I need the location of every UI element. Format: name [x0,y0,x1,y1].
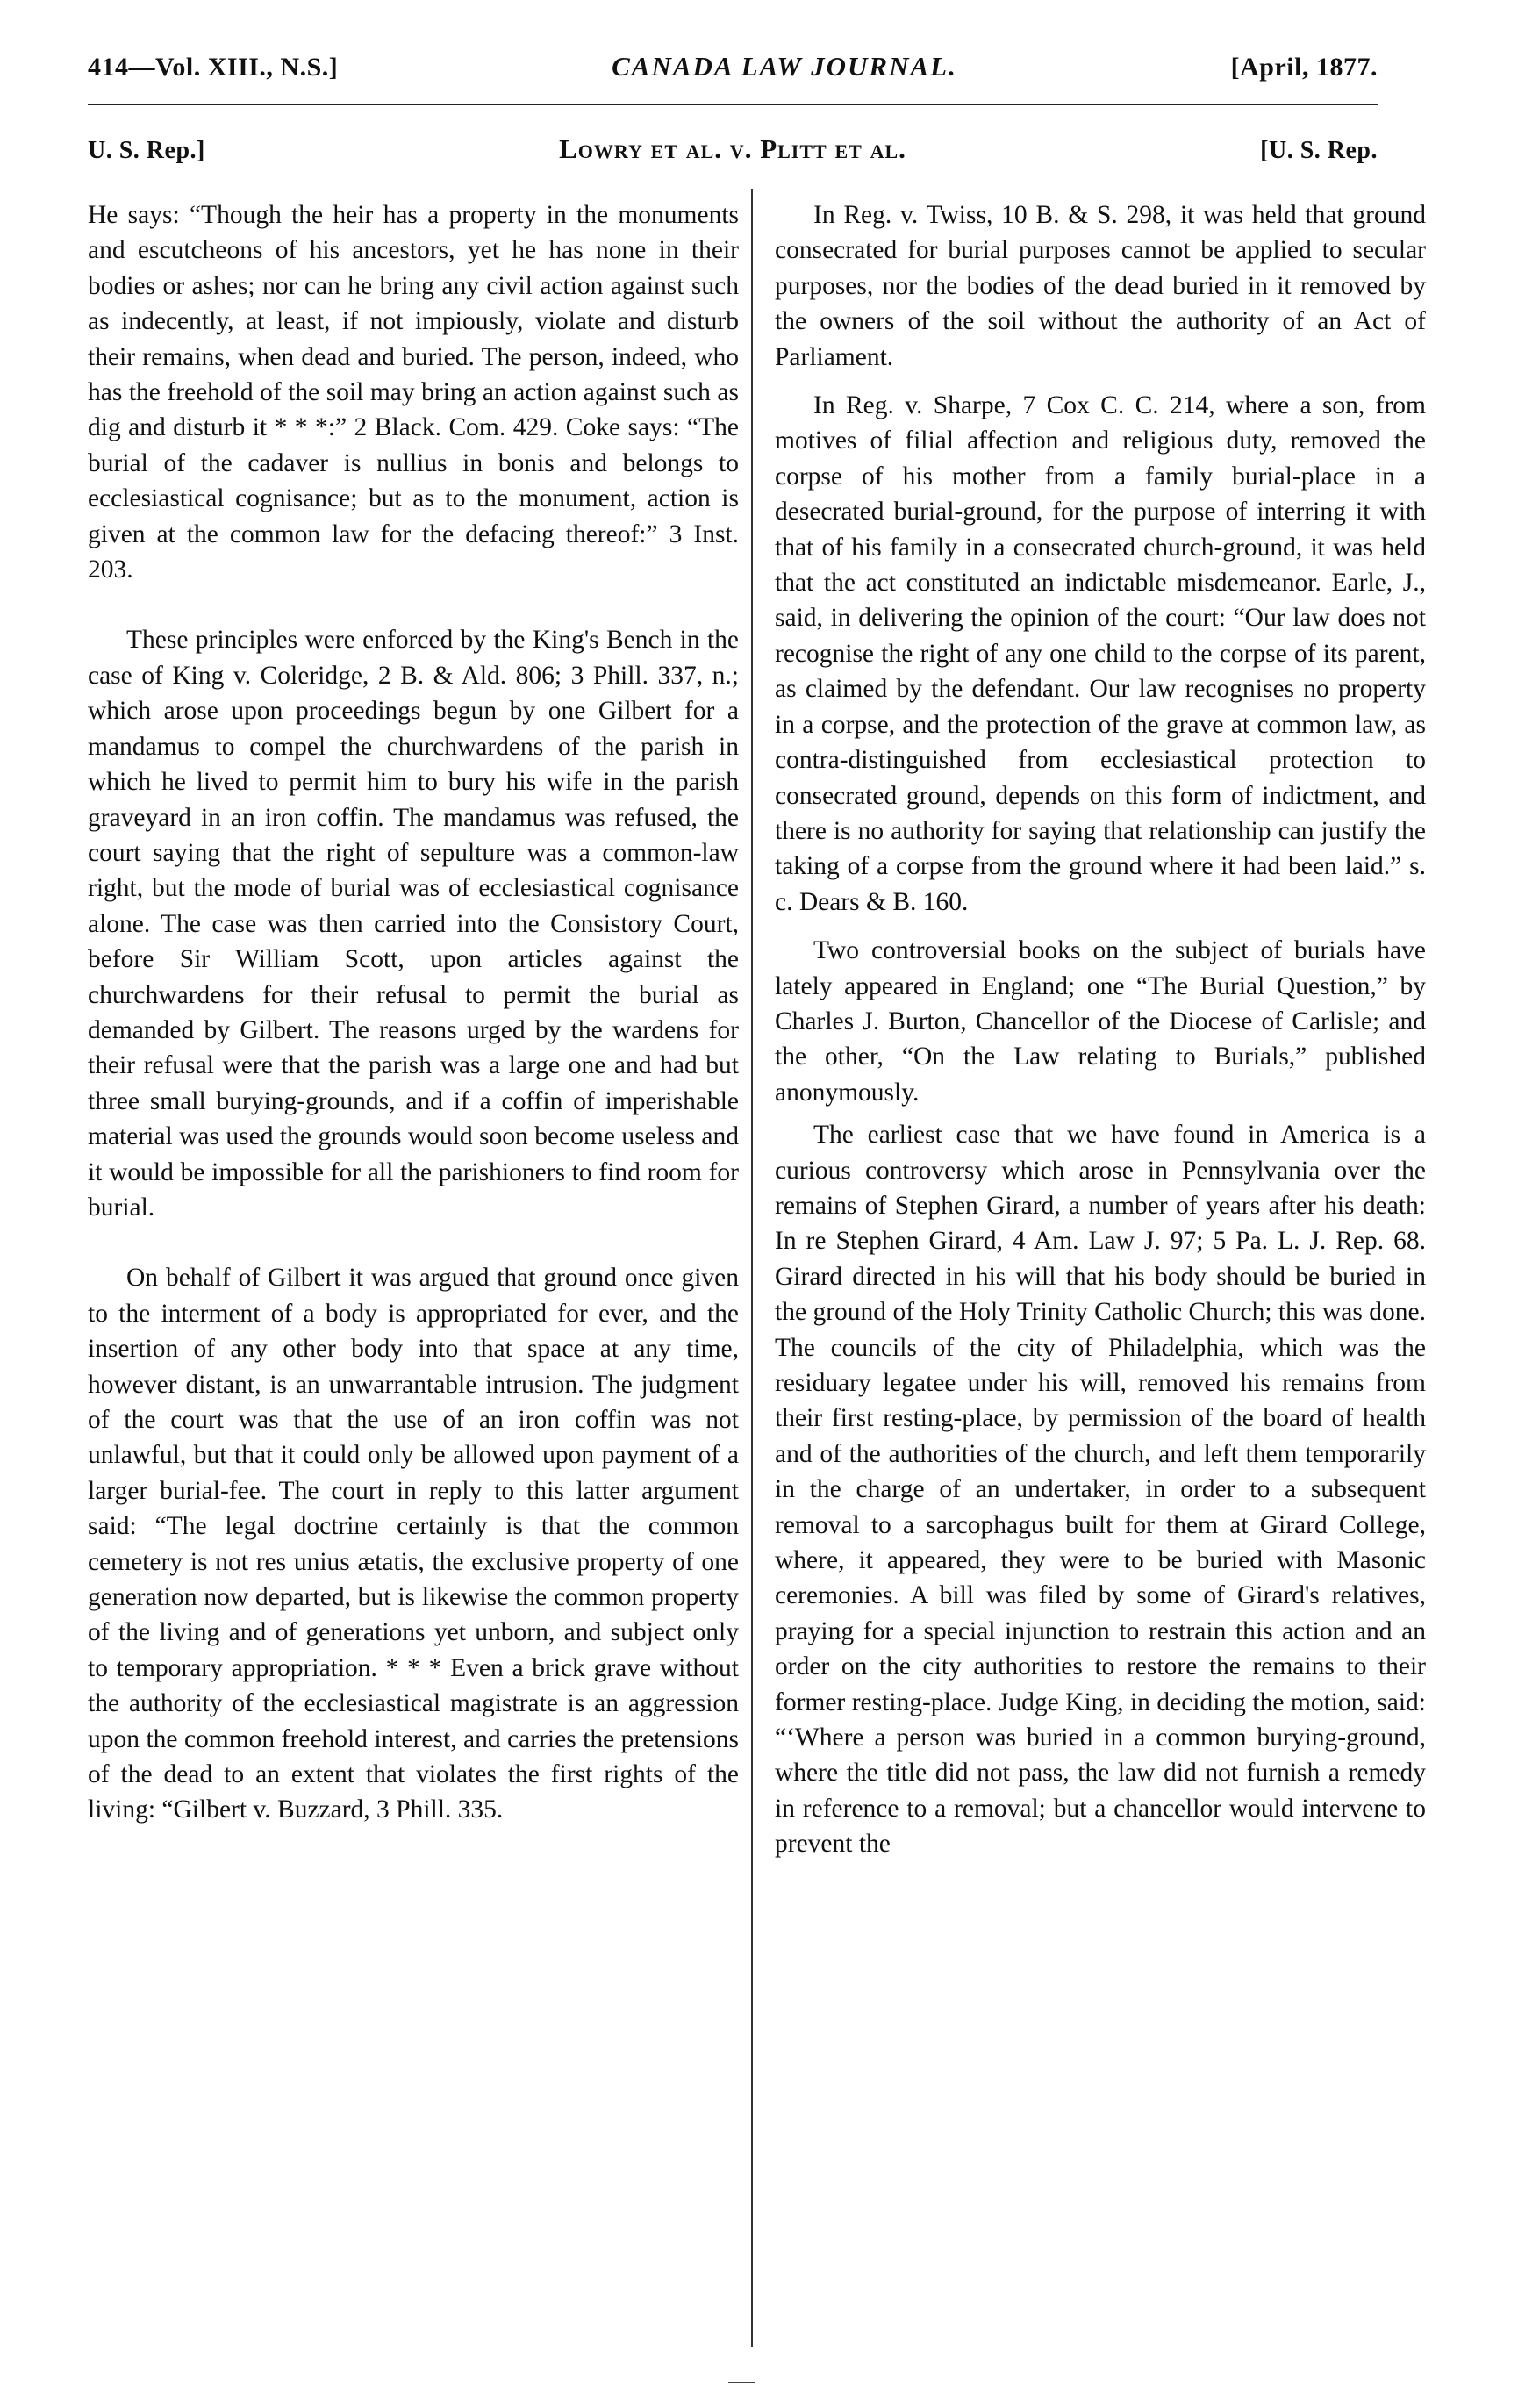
running-header [88,51,1378,82]
header-rule [88,104,1378,105]
paragraph: These principles were enforced by the King's Bench in the case of King v. Coleridge, 2 B. & Ald. 806; 3 Phill. 337, n.; which arose upon proceedings begun by one Gilbert for a mandamus to compel the churchwardens of the parish in which he lived to permit him to bury his wife in the parish graveyard in an iron coffin. The mandamus was refused, the court saying that the right of sepulture was a common-law right, but the mode of burial was of ecclesiastical cognisance alone. The case was then carried into the Consistory Court, before Sir William Scott, upon articles against the churchwardens for their refusal to permit the burial as demanded by Gilbert. The reasons urged by the wardens for their refusal were that the parish was a large one and had but three small burying-grounds, and if a coffin of imperishable material was used the grounds would soon become useless and it would be impossible for all the parishioners to find room for burial. [88,626,739,1222]
paragraph: The earliest case that we have found in America is a curious controversy which arose in Pennsylvania over the remains of Stephen Girard, a number of years after his death: In re Stephen Girard, 4 Am. Law J. 97; 5 Pa. L. J. Rep. 68. Girard directed in his will that his body should be buried in the ground of the Holy Trinity Catholic Church; this was done. The councils of the city of Philadelphia, which was the residuary legatee under his will, removed his remains from their first resting-place, by permission of the board of health and of the authorities of the church, and left them temporarily in the charge of an undertaker, in order to a subsequent removal to a sarcophagus built for them at Girard College, where, it appeared, they were to be buried with Masonic ceremonies. A bill was filed by some of Girard's relatives, praying for a special injunction to restrain this action and an order on the city authorities to restore the remains to their former resting-place. Judge King, in deciding the motion, said: “‘Where a person was buried in a common burying-ground, where the title did not pass, the law did not furnish a remedy in reference to a removal; but a chancellor would intervene to prevent the [775,1121,1426,1859]
issue-date: [April, 1877. [1230,53,1378,82]
reporter-tag-left: U. S. Rep.] [88,137,205,164]
reporter-tag-right: [U. S. Rep. [1260,137,1378,164]
paragraph: In Reg. v. Twiss, 10 B. & S. 298, it was held that ground consecrated for burial purposes cannot be applied to secular purposes, nor the bodies of the dead buried in it removed by the owners of the soil without the authority of an Act of Parliament. [775,201,1426,371]
journal-title: CANADA LAW JOURNAL. [612,51,957,82]
paragraph: Two controversial books on the subject of burials have lately appeared in England; one “The Burial Question,” by Charles J. Burton, Chancellor of the Diocese of Carlisle; and the other, “On the Law relating to Burials,” published anonymously. [775,936,1426,1107]
case-header [88,133,1378,165]
paragraph: On behalf of Gilbert it was argued that ground once given to the interment of a body is appropriated for ever, and the insertion of any other body into that space at any time, however distant, is an unwarrantable intrusion. The judgment of the court was that the use of an iron coffin was not unlawful, but that it could only be allowed upon payment of a larger burial-fee. The court in reply to this latter argument said: “The legal doctrine certainly is that the common cemetery is not res unius ætatis, the exclusive property of one generation now departed, but is likewise the common property of the living and of generations yet unborn, and subject only to temporary appropriation. * * * Even a brick grave without the authority of the ecclesiastical magistrate is an aggression upon the common freehold interest, and carries the pretensions of the dead to an extent that violates the first rights of the living: “Gilbert v. Buzzard, 3 Phill. 335. [88,1264,739,1824]
column-divider [751,189,753,2347]
right-column [775,197,1426,1862]
paragraph: In Reg. v. Sharpe, 7 Cox C. C. 214, where a son, from motives of filial affection and religious duty, removed the corpse of his mother from a family burial-place in a desecrated burial-ground, for the purpose of interring it with that of his family in a consecrated church-ground, it was held that the act constituted an indictable misdemeanor. Earle, J., said, in delivering the opinion of the court: “Our law does not recognise the right of any one child to the corpse of its parent, as claimed by the defendant. Our law recognises no property in a corpse, and the protection of the grave at common law, as contra-distinguished from ecclesiastical protection to consecrated ground, depends on this form of indictment, and there is no authority for saying that relationship can justify the taking of a corpse from the ground where it had been laid.” s. c. Dears & B. 160. [775,391,1426,916]
case-title: Lowry et al. v. Plitt et al. [559,133,906,164]
paragraph: He says: “Though the heir has a property in the monuments and escutcheons of his ancestors, yet he has none in their bodies or ashes; nor can he bring any civil action against such as indecently, at least, if not impiously, violate and disturb their remains, when dead and buried. The person, indeed, who has the freehold of the soil may bring an action against such as dig and disturb it * * *:” 2 Black. Com. 429. Coke says: “The burial of the cadaver is nullius in bonis and belongs to ecclesiastical cognisance; but as to the monument, action is given at the common law for the defacing thereof:” 3 Inst. 203. [88,201,739,584]
page-footer-mark [728,2382,755,2383]
page-volume: 414—Vol. XIII., N.S.] [88,53,339,82]
left-column [88,197,739,1828]
